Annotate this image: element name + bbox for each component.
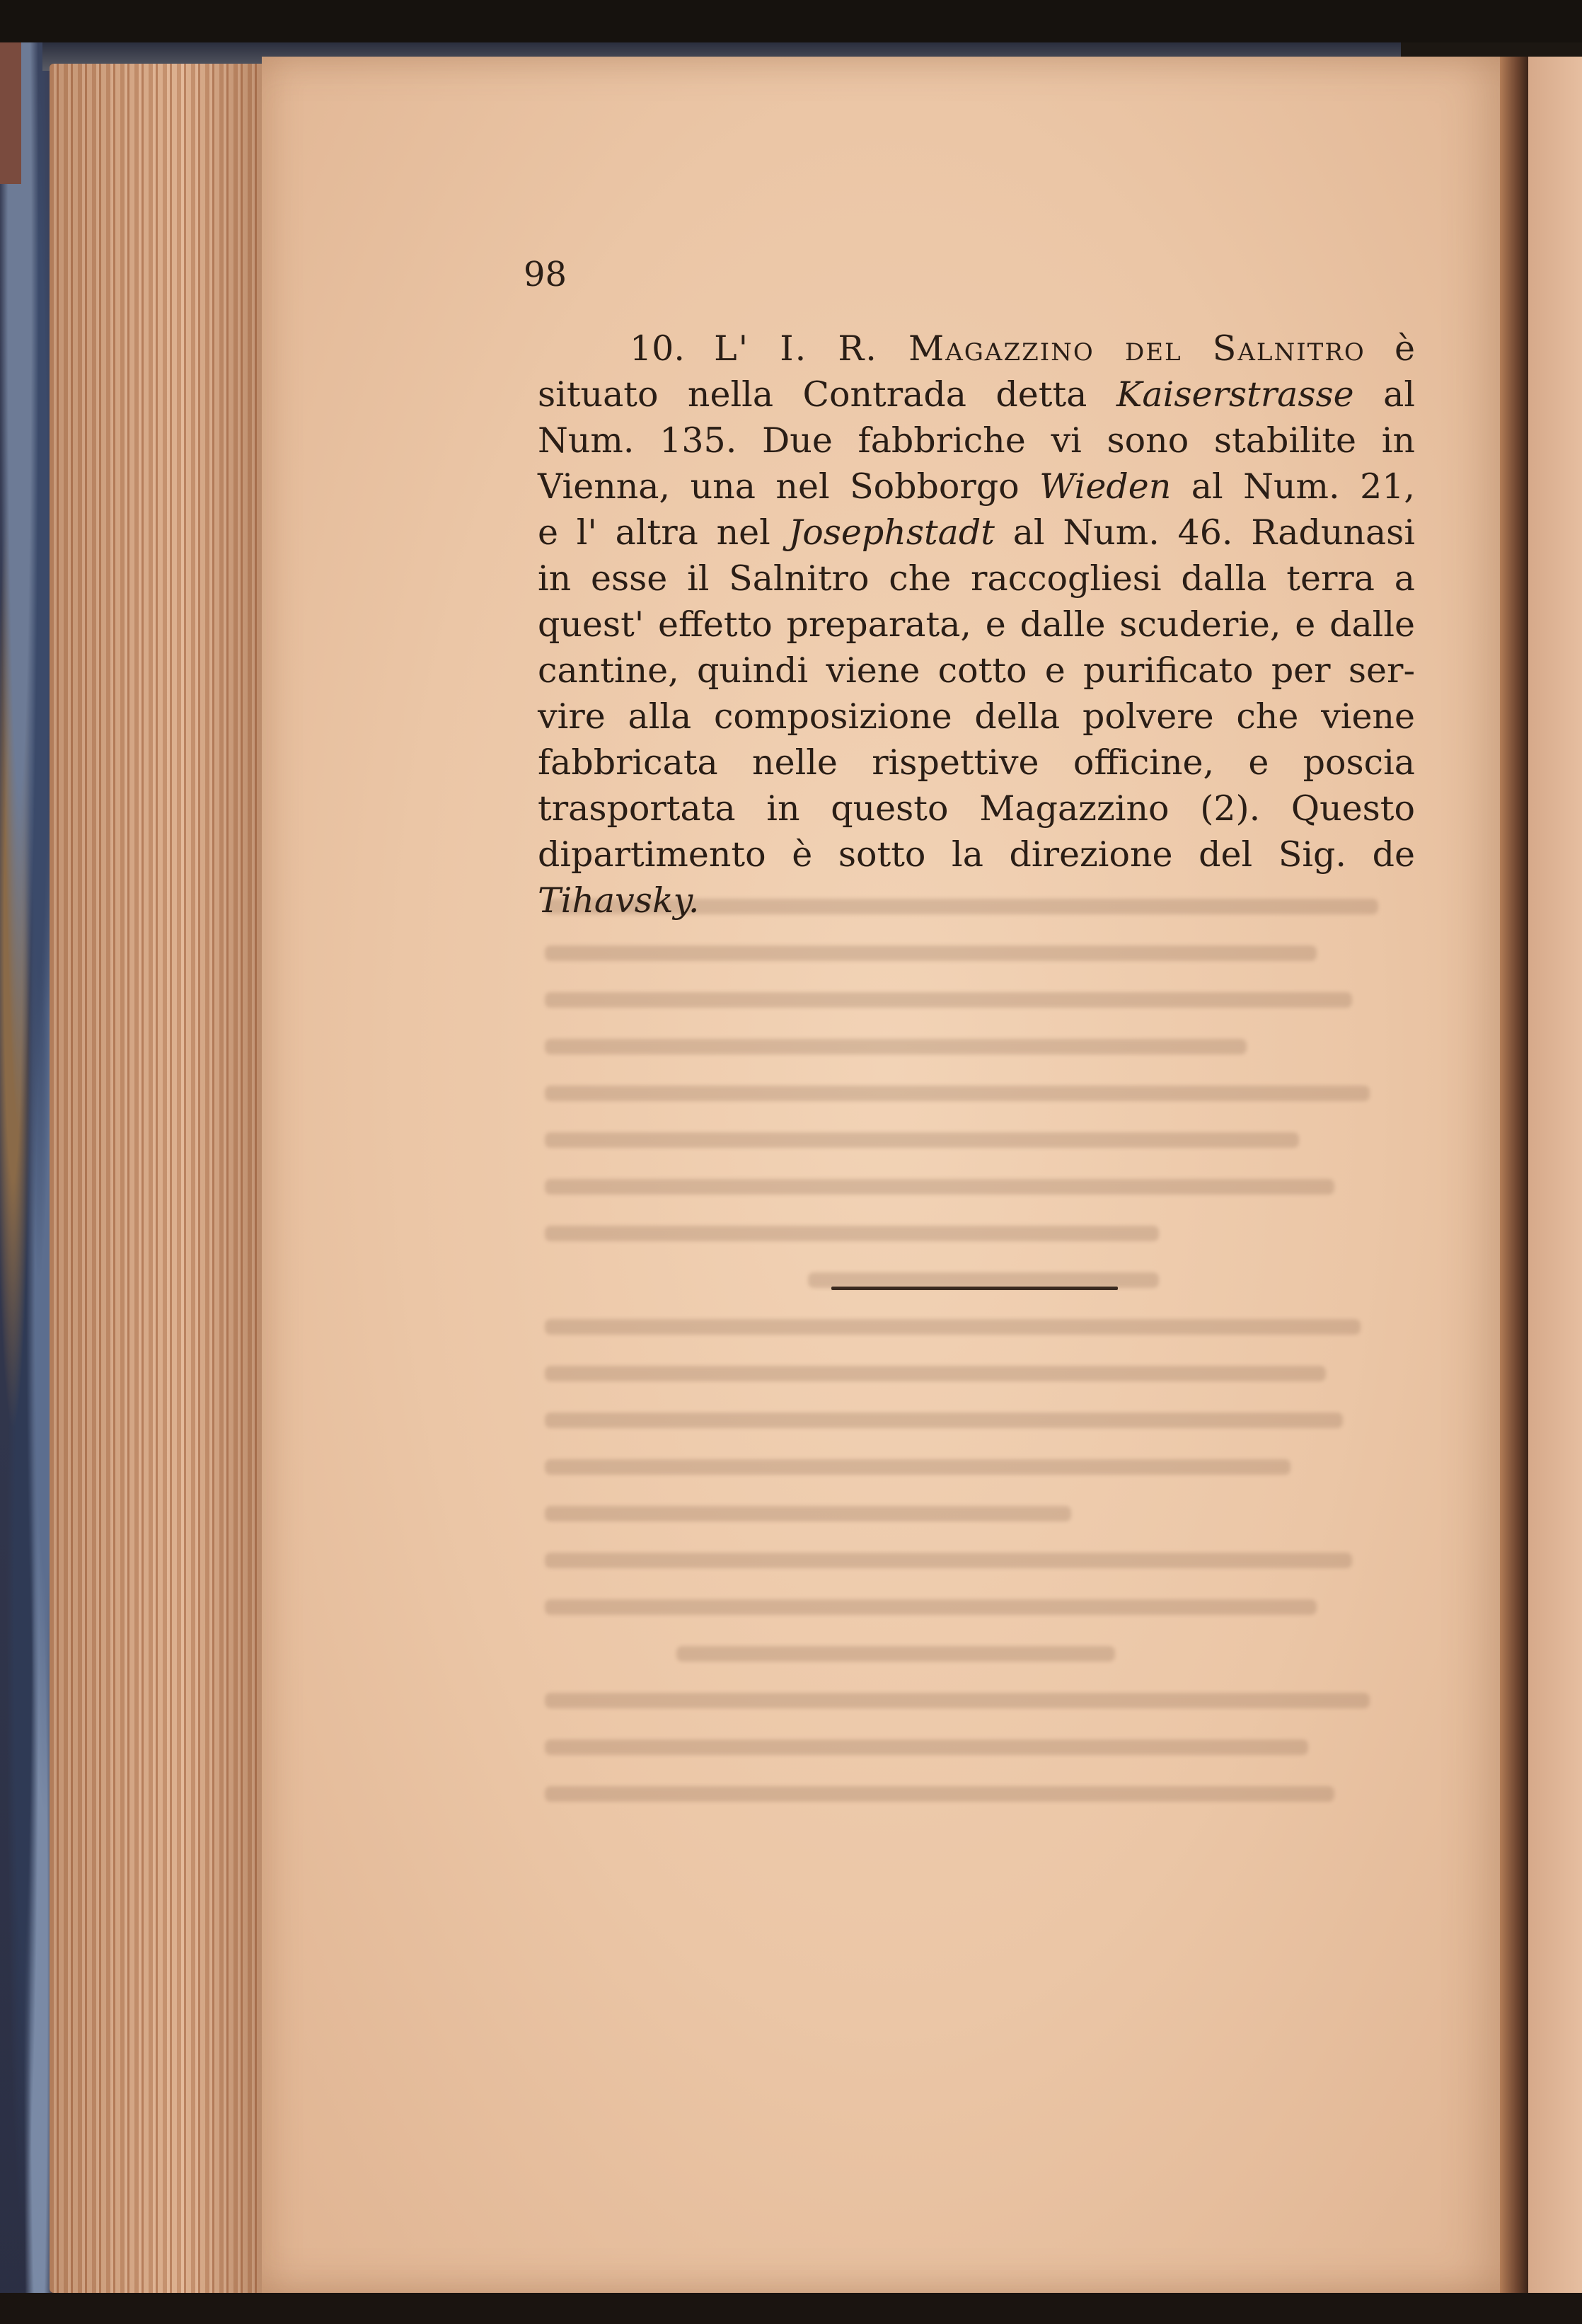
text-line [538, 694, 1415, 740]
book-gutter [1500, 57, 1528, 2293]
text-line [538, 372, 1415, 418]
text-run: Kaiserstrasse [1116, 374, 1354, 415]
scan-bottom-background [0, 2293, 1582, 2324]
text-line [538, 418, 1415, 464]
text-line [538, 510, 1415, 556]
text-line [538, 786, 1415, 832]
text-line [538, 648, 1415, 694]
text-line [538, 602, 1415, 648]
text-run: situato nella Contrada detta [538, 374, 1116, 415]
text-run: vire alla composizione della polvere che viene [538, 696, 1415, 737]
text-run: cantine, quindi viene cotto e purificato per ser- [538, 650, 1415, 691]
text-run: L' I. R. Magazzino del Salnitro [714, 328, 1366, 369]
text-run: Josephstadt [788, 512, 995, 553]
page-block-shading [50, 64, 269, 2293]
cover-spine-leather [0, 42, 21, 184]
scan-top-background [0, 0, 1582, 42]
text-run: al Num. 21, [1171, 466, 1415, 507]
bleed-through-text [545, 899, 1422, 1833]
text-run: dipartimento è sotto la direzione del Sig. de [538, 834, 1415, 875]
text-line [538, 740, 1415, 786]
text-run: e l' altra nel [538, 512, 789, 553]
text-run: Vienna, una nel Sobborgo [538, 466, 1040, 507]
text-line [538, 832, 1415, 878]
paragraph [538, 326, 1415, 924]
text-run: Num. 135. Due fabbriche vi sono stabilite in [538, 420, 1415, 461]
section-rule [831, 1287, 1118, 1290]
text-run: quest' effetto preparata, e dalle scuderie, e dalle [538, 604, 1415, 645]
facing-page-edge [1528, 57, 1582, 2293]
text-run: al Num. 46. Radunasi [994, 512, 1415, 553]
page-number: 98 [524, 255, 567, 294]
text-run: è [1365, 328, 1415, 369]
text-line [538, 878, 1415, 924]
text-line [538, 326, 1415, 372]
text-run: Wieden [1039, 466, 1172, 507]
text-line [538, 556, 1415, 602]
text-run: fabbricata nelle rispettive officine, e poscia [538, 742, 1415, 783]
text-run: Tihavsky. [538, 880, 700, 921]
text-run: al [1353, 374, 1415, 415]
text-run: 10. [630, 328, 715, 369]
text-line [538, 464, 1415, 510]
text-run: trasportata in questo Magazzino (2). Questo [538, 788, 1415, 829]
text-run: in esse il Salnitro che raccogliesi dalla terra a [538, 558, 1415, 599]
